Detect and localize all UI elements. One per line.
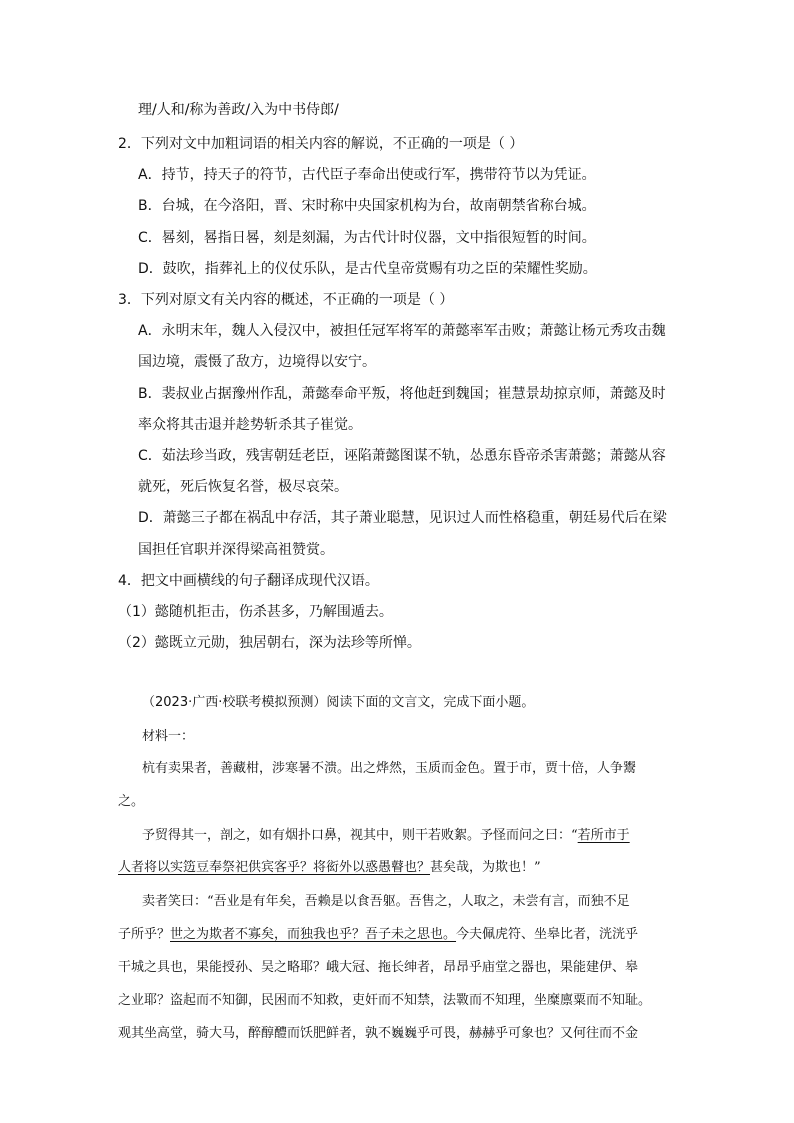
q4-stem: 4．把文中画横线的句子翻译成现代汉语。 (118, 573, 379, 589)
passage-p2-plain: 予贸得其一，剖之，如有烟扑口鼻，视其中，则干若败絮。予怪而问之曰：“ (142, 828, 578, 843)
q2-option-a: A．持节，持天子的符节，古代臣子奉命出使或行军，携带符节以为凭证。 (138, 167, 596, 183)
passage-p2-tail: 甚矣哉，为欺也！” (430, 860, 541, 875)
passage-p3-head: 子所乎？ (118, 927, 171, 942)
passage-p2-underlined-end: 人者将以实笾豆奉祭祀供宾客乎？将衒外以惑愚瞽也？ (118, 860, 431, 875)
q3-option-b-line1: B．裴叔业占据豫州作乱，萧懿奉命平叛，将他赶到魏国；崔慧景劫掠京师，萧懿及时 (138, 386, 666, 402)
q3-option-d-line2: 国担任官职并深得梁高祖赞赏。 (138, 542, 334, 558)
passage-p1-line2: 之。 (118, 794, 145, 809)
passage-p3-line5: 观其坐高堂，骑大马，醉醇醴而饫肥鲜者，孰不巍巍乎可畏，赫赫乎可象也？又何往而不金 (118, 1026, 639, 1041)
q2-option-d: D．鼓吹，指葬礼上的仪仗乐队，是古代皇帝赏赐有功之臣的荣耀性奖励。 (138, 261, 597, 277)
passage-p3-line4: 之业耶？盗起而不知御，民困而不知救，吏奸而不知禁，法斁而不知理，坐糜廪粟而不知耻。 (118, 993, 652, 1008)
q2-option-b: B．台城，在今洛阳，晋、宋时称中央国家机构为台，故南朝禁省称台城。 (138, 198, 596, 214)
q3-option-d-line1: D．萧懿三子都在祸乱中存活，其子萧业聪慧，见识过人而性格稳重，朝廷易代后在梁 (138, 510, 667, 526)
q3-stem: 3．下列对原文有关内容的概述，不正确的一项是（ ） (118, 292, 454, 308)
q3-option-c-line1: C．茹法珍当政，残害朝廷老臣，诬陷萧懿图谋不轨，怂恿东昏帝杀害萧懿；萧懿从容 (138, 448, 666, 464)
q3-option-a-line2: 国边境，震慑了敌方，边境得以安宁。 (138, 354, 376, 370)
passage-p3-line1: 卖者笑曰：“吾业是有年矣，吾赖是以食吾躯。吾售之，人取之，未尝有言，而独不足 (142, 894, 630, 909)
q4-sentence-2: （2）懿既立元勋，独居朝右，深为法珍等所惮。 (118, 635, 421, 651)
q4-sentence-1: （1）懿随机拒击，伤杀甚多，乃解围遁去。 (118, 604, 393, 620)
passage-p3-line3: 干城之具也，果能授孙、吴之略耶？峨大冠、拖长绅者，昂昂乎庙堂之器也，果能建伊、皋 (118, 960, 639, 975)
q3-option-c-line2: 就死，死后恢复名誉，极尽哀荣。 (138, 479, 348, 495)
passage-p3-rest: 今夫佩虎符、坐皋比者，洸洸乎 (456, 927, 639, 942)
q2-stem: 2．下列对文中加粗词语的相关内容的解说，不正确的一项是（ ） (118, 136, 524, 152)
q3-option-b-line2: 率众将其击退并趁势斩杀其子崔觉。 (138, 417, 362, 433)
passage-p2-line1 (142, 826, 630, 846)
passage-p1-line1: 杭有卖果者，善藏柑，涉寒暑不溃。出之烨然，玉质而金色。置于市，贾十倍，人争鬻 (142, 761, 637, 776)
passage-p3-line2 (118, 925, 638, 945)
passage-p2-line2 (118, 858, 541, 878)
q3-option-a-line1: A．永明末年，魏人入侵汉中，被担任冠军将军的萧懿率军击败；萧懿让杨元秀攻击魏 (138, 323, 666, 339)
passage-intro: （2023·广西·校联考模拟预测）阅读下面的文言文，完成下面小题。 (142, 695, 535, 710)
passage-p3-underlined: 世之为欺者不寡矣，而独我也乎？吾子未之思也。 (170, 927, 457, 942)
q2-option-c: C．晷刻，晷指日晷，刻是刻漏，为古代计时仪器，文中指很短暂的时间。 (138, 230, 596, 246)
q1-option-tail: 理/人和/称为善政/入为中书侍郎/ (138, 102, 339, 118)
material-label: 材料一： (142, 729, 195, 744)
passage-p2-underlined-start: 若所市于 (577, 828, 630, 843)
